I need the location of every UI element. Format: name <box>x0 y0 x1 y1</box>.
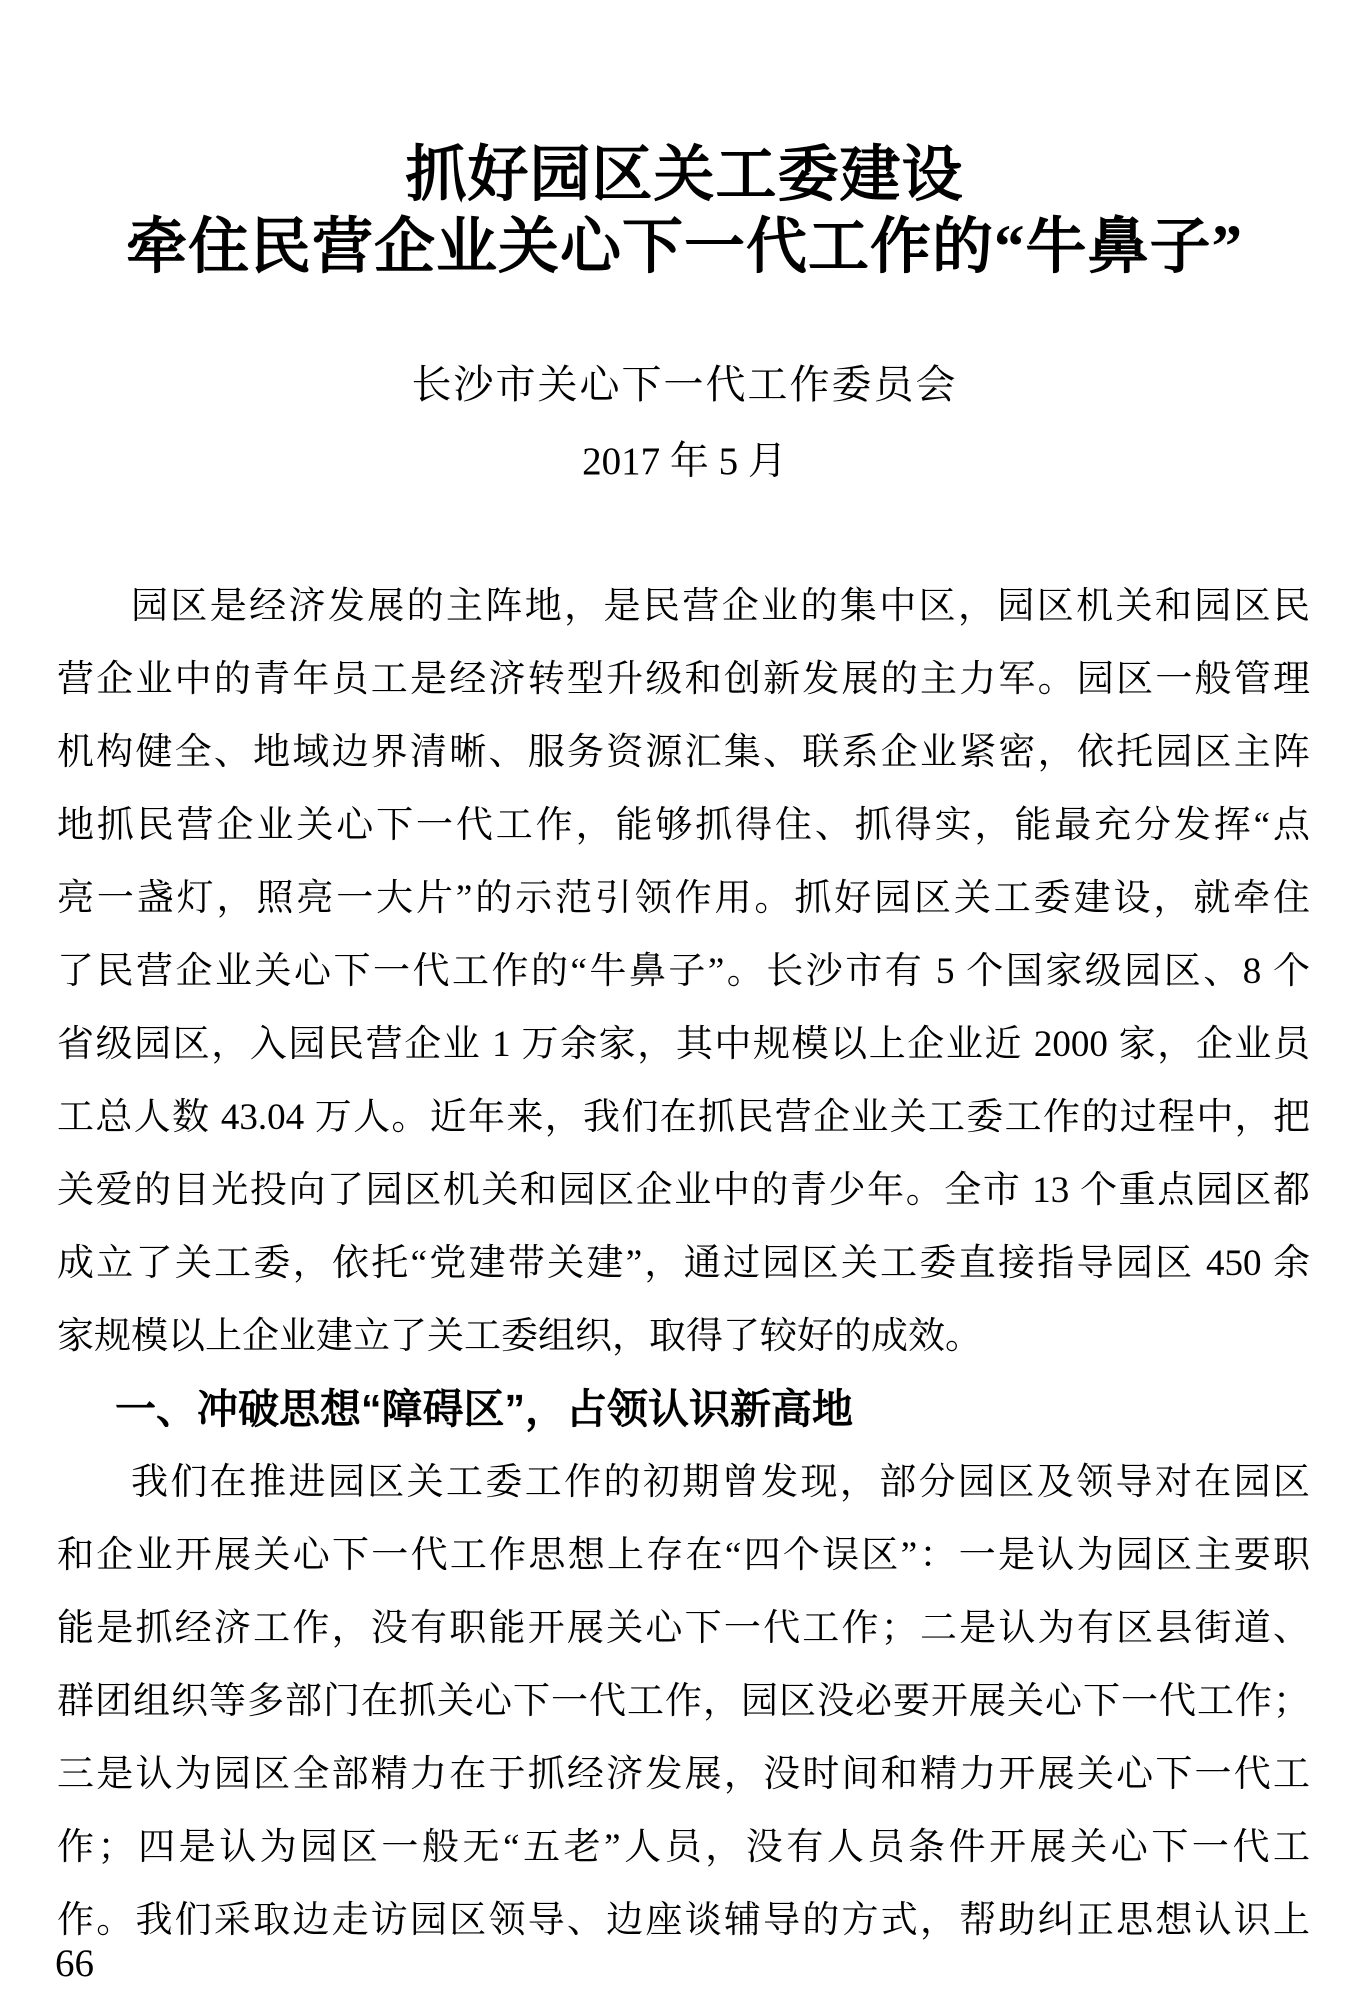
body-line: 能是抓经济工作，没有职能开展关心下一代工作；二是认为有区县街道、 <box>57 1608 1310 1649</box>
author-line: 长沙市关心下一代工作委员会 <box>411 362 958 407</box>
body-line: 地抓民营企业关心下一代工作，能够抓得住、抓得实，能最充分发挥“点 <box>57 805 1310 846</box>
body-line: 省级园区，入园民营企业 1 万余家，其中规模以上企业近 2000 家，企业员 <box>57 1024 1310 1065</box>
body-line: 关爱的目光投向了园区机关和园区企业中的青少年。全市 13 个重点园区都 <box>57 1170 1310 1211</box>
body-line: 和企业开展关心下一代工作思想上存在“四个误区”：一是认为园区主要职 <box>57 1535 1310 1576</box>
body-line: 群团组织等多部门在抓关心下一代工作，园区没必要开展关心下一代工作； <box>57 1681 1310 1722</box>
body-line: 工总人数 43.04 万人。近年来，我们在抓民营企业关工委工作的过程中，把 <box>57 1097 1310 1138</box>
body-line: 我们在推进园区关工委工作的初期曾发现，部分园区及领导对在园区 <box>131 1462 1310 1503</box>
body-line: 三是认为园区全部精力在于抓经济发展，没时间和精力开展关心下一代工 <box>57 1754 1310 1795</box>
document-title-line-1: 抓好园区关工委建设 <box>405 142 964 209</box>
document-title-line-2: 牵住民营企业关心下一代工作的“牛鼻子” <box>125 214 1243 281</box>
document-title <box>0 140 1369 284</box>
body-line: 营企业中的青年员工是经济转型升级和创新发展的主力军。园区一般管理 <box>57 659 1310 700</box>
section-heading: 一、冲破思想“障碍区”，占领认识新高地 <box>115 1386 853 1432</box>
date-line: 2017 年 5 月 <box>582 440 787 483</box>
body-line: 家规模以上企业建立了关工委组织，取得了较好的成效。 <box>57 1316 982 1357</box>
body-line: 作；四是认为园区一般无“五老”人员，没有人员条件开展关心下一代工 <box>57 1827 1310 1868</box>
body-line: 了民营企业关心下一代工作的“牛鼻子”。长沙市有 5 个国家级园区、8 个 <box>57 951 1310 992</box>
body-line: 机构健全、地域边界清晰、服务资源汇集、联系企业紧密，依托园区主阵 <box>57 732 1310 773</box>
page-number: 66 <box>55 1942 94 1985</box>
body-line: 成立了关工委，依托“党建带关建”，通过园区关工委直接指导园区 450 余 <box>57 1243 1310 1284</box>
body-text <box>57 570 1310 1957</box>
body-line: 亮一盏灯，照亮一大片”的示范引领作用。抓好园区关工委建设，就牵住 <box>57 878 1310 919</box>
body-line: 园区是经济发展的主阵地，是民营企业的集中区，园区机关和园区民 <box>131 586 1310 627</box>
body-line: 作。我们采取边走访园区领导、边座谈辅导的方式，帮助纠正思想认识上 <box>57 1900 1310 1941</box>
